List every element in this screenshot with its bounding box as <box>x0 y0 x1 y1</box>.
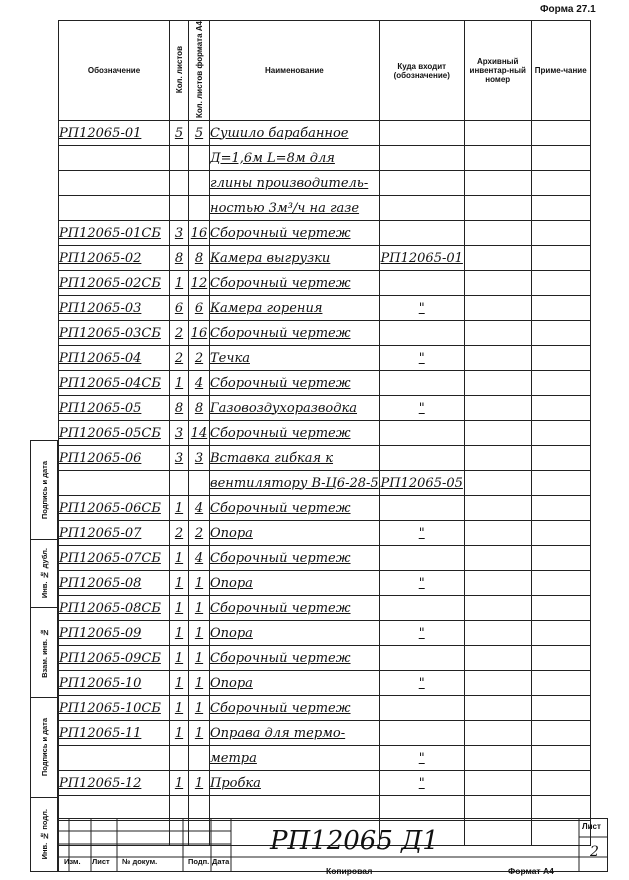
cell-designation: РП12065-10 <box>59 671 170 696</box>
cell-sheets-a4: 1 <box>189 646 210 671</box>
cell-name: Вставка гибкая к <box>210 446 380 471</box>
cell-sheets <box>170 471 189 496</box>
cell-designation: РП12065-07 <box>59 521 170 546</box>
cell-sheets: 1 <box>170 721 189 746</box>
cell-archive <box>464 246 531 271</box>
table-row <box>59 421 591 446</box>
cell-designation: РП12065-06 <box>59 446 170 471</box>
cell-sheets-a4: 2 <box>189 346 210 371</box>
cell-note <box>531 646 590 671</box>
cell-designation <box>59 146 170 171</box>
table-row <box>59 446 591 471</box>
cell-designation: РП12065-08СБ <box>59 596 170 621</box>
cell-designation: РП12065-05СБ <box>59 421 170 446</box>
cell-sheets-a4: 16 <box>189 321 210 346</box>
cell-name: Сборочный чертеж <box>210 496 380 521</box>
cell-sheets: 3 <box>170 421 189 446</box>
cell-sheets-a4 <box>189 796 210 821</box>
table-row <box>59 471 591 496</box>
cell-note <box>531 746 590 771</box>
cell-note <box>531 221 590 246</box>
cell-name: Опора <box>210 521 380 546</box>
cell-designation: РП12065-02СБ <box>59 271 170 296</box>
cell-sheets: 1 <box>170 646 189 671</box>
cell-note <box>531 121 590 146</box>
cell-archive <box>464 771 531 796</box>
cell-sheets-a4 <box>189 471 210 496</box>
header-sheets: Кол. листов <box>174 45 184 94</box>
cell-sheets-a4: 8 <box>189 246 210 271</box>
cell-name <box>210 796 380 821</box>
cell-sheets: 8 <box>170 246 189 271</box>
cell-sheets: 1 <box>170 696 189 721</box>
cell-sheets: 2 <box>170 521 189 546</box>
cell-note <box>531 346 590 371</box>
cell-note <box>531 621 590 646</box>
strip-cell: Инв. № дубл. <box>31 539 57 607</box>
cell-where-used <box>379 646 464 671</box>
cell-sheets: 1 <box>170 621 189 646</box>
cell-designation: РП12065-07СБ <box>59 546 170 571</box>
cell-where-used <box>379 271 464 296</box>
cell-sheets-a4: 8 <box>189 396 210 421</box>
cell-sheets-a4: 1 <box>189 621 210 646</box>
cell-where-used <box>379 446 464 471</box>
cell-sheets-a4: 5 <box>189 121 210 146</box>
document-code: РП12065 Д1 <box>270 826 439 856</box>
table-row <box>59 521 591 546</box>
table-row <box>59 671 591 696</box>
table-row <box>59 696 591 721</box>
header-archive: Архивный инвентар-ный номер <box>464 21 531 121</box>
sheet-number: 2 <box>590 844 599 860</box>
cell-designation: РП12065-04 <box>59 346 170 371</box>
cell-note <box>531 296 590 321</box>
cell-designation: РП12065-01СБ <box>59 221 170 246</box>
cell-note <box>531 471 590 496</box>
cell-note <box>531 571 590 596</box>
cell-where-used <box>379 321 464 346</box>
cell-name: Д=1,6м L=8м для <box>210 146 380 171</box>
cell-sheets: 1 <box>170 596 189 621</box>
cell-where-used <box>379 796 464 821</box>
cell-designation: РП12065-03 <box>59 296 170 321</box>
cell-sheets-a4: 1 <box>189 671 210 696</box>
cell-where-used: " <box>379 296 464 321</box>
cell-sheets-a4 <box>189 146 210 171</box>
cell-archive <box>464 521 531 546</box>
cell-note <box>531 771 590 796</box>
cell-note <box>531 446 590 471</box>
cell-sheets: 3 <box>170 446 189 471</box>
cell-sheets-a4: 2 <box>189 521 210 546</box>
cell-name: Камера горения <box>210 296 380 321</box>
strip-cell: Подпись и дата <box>39 460 49 520</box>
cell-sheets-a4: 4 <box>189 371 210 396</box>
cell-archive <box>464 421 531 446</box>
cell-designation <box>59 171 170 196</box>
cell-archive <box>464 621 531 646</box>
cell-designation: РП12065-06СБ <box>59 496 170 521</box>
cell-sheets: 8 <box>170 396 189 421</box>
cell-where-used: " <box>379 746 464 771</box>
cell-sheets-a4: 1 <box>189 596 210 621</box>
cell-archive <box>464 671 531 696</box>
cell-designation <box>59 471 170 496</box>
cell-archive <box>464 221 531 246</box>
cell-name: Опора <box>210 621 380 646</box>
cell-note <box>531 321 590 346</box>
header-designation: Обозначение <box>59 21 170 121</box>
cell-designation: РП12065-02 <box>59 246 170 271</box>
table-row <box>59 571 591 596</box>
col-signature: Подп. <box>188 857 210 866</box>
header-where-used: Куда входит (обозначение) <box>379 21 464 121</box>
cell-archive <box>464 346 531 371</box>
cell-note <box>531 271 590 296</box>
cell-archive <box>464 446 531 471</box>
cell-name: Газовоздухоразводка <box>210 396 380 421</box>
table-row <box>59 221 591 246</box>
cell-where-used <box>379 371 464 396</box>
table-row <box>59 171 591 196</box>
cell-note <box>531 496 590 521</box>
cell-sheets <box>170 746 189 771</box>
cell-sheets <box>170 146 189 171</box>
cell-name: Сборочный чертеж <box>210 421 380 446</box>
cell-note <box>531 596 590 621</box>
cell-sheets: 1 <box>170 671 189 696</box>
specification-table <box>58 20 591 846</box>
table-row <box>59 346 591 371</box>
table-row <box>59 621 591 646</box>
header-sheets-a4: Кол. листов формата А4 <box>194 21 204 119</box>
cell-designation <box>59 196 170 221</box>
table-row <box>59 196 591 221</box>
cell-archive <box>464 396 531 421</box>
cell-designation <box>59 746 170 771</box>
cell-where-used <box>379 121 464 146</box>
table-row <box>59 771 591 796</box>
cell-name: Сборочный чертеж <box>210 371 380 396</box>
cell-where-used: " <box>379 521 464 546</box>
cell-designation: РП12065-09СБ <box>59 646 170 671</box>
cell-name: вентилятору В-Ц6-28-5 <box>210 471 380 496</box>
cell-name: Опора <box>210 571 380 596</box>
table-row <box>59 296 591 321</box>
cell-note <box>531 396 590 421</box>
cell-archive <box>464 146 531 171</box>
table-row <box>59 546 591 571</box>
cell-archive <box>464 646 531 671</box>
cell-sheets-a4 <box>189 171 210 196</box>
cell-sheets <box>170 171 189 196</box>
cell-name: ностью 3м³/ч на газе <box>210 196 380 221</box>
cell-archive <box>464 171 531 196</box>
cell-name: Камера выгрузки <box>210 246 380 271</box>
cell-note <box>531 696 590 721</box>
cell-archive <box>464 321 531 346</box>
cell-name: Сушило барабанное <box>210 121 380 146</box>
col-sheet: Лист <box>92 857 110 866</box>
cell-sheets-a4: 3 <box>189 446 210 471</box>
cell-designation: РП12065-01 <box>59 121 170 146</box>
cell-where-used <box>379 146 464 171</box>
cell-note <box>531 371 590 396</box>
cell-where-used: " <box>379 621 464 646</box>
cell-archive <box>464 296 531 321</box>
cell-designation <box>59 796 170 821</box>
cell-where-used <box>379 546 464 571</box>
cell-sheets-a4: 1 <box>189 696 210 721</box>
cell-name: глины производитель- <box>210 171 380 196</box>
cell-archive <box>464 371 531 396</box>
table-row <box>59 371 591 396</box>
cell-note <box>531 796 590 821</box>
cell-note <box>531 246 590 271</box>
cell-sheets-a4: 6 <box>189 296 210 321</box>
cell-note <box>531 171 590 196</box>
cell-sheets-a4 <box>189 196 210 221</box>
cell-sheets: 1 <box>170 271 189 296</box>
strip-cell: Подпись и дата <box>31 697 57 797</box>
cell-where-used: " <box>379 571 464 596</box>
table-row <box>59 596 591 621</box>
cell-archive <box>464 471 531 496</box>
table-row <box>59 121 591 146</box>
strip-cell: Взам. инв. № <box>31 607 57 697</box>
cell-designation: РП12065-10СБ <box>59 696 170 721</box>
col-date: Дата <box>212 857 230 866</box>
cell-name: Опора <box>210 671 380 696</box>
cell-sheets-a4: 4 <box>189 546 210 571</box>
cell-sheets: 1 <box>170 496 189 521</box>
cell-sheets-a4 <box>189 746 210 771</box>
cell-name: Пробка <box>210 771 380 796</box>
cell-designation: РП12065-04СБ <box>59 371 170 396</box>
cell-sheets: 2 <box>170 321 189 346</box>
cell-where-used <box>379 421 464 446</box>
cell-designation: РП12065-09 <box>59 621 170 646</box>
cell-note <box>531 421 590 446</box>
table-row <box>59 496 591 521</box>
copied-label: Копировал <box>326 866 373 876</box>
cell-designation: РП12065-05 <box>59 396 170 421</box>
table-row <box>59 721 591 746</box>
cell-sheets-a4: 16 <box>189 221 210 246</box>
cell-where-used: " <box>379 346 464 371</box>
cell-sheets: 2 <box>170 346 189 371</box>
cell-sheets: 1 <box>170 771 189 796</box>
cell-note <box>531 546 590 571</box>
cell-archive <box>464 571 531 596</box>
cell-sheets-a4: 1 <box>189 721 210 746</box>
sheet-label: Лист <box>582 822 601 831</box>
table-row <box>59 146 591 171</box>
header-row <box>59 21 591 121</box>
cell-archive <box>464 196 531 221</box>
cell-sheets-a4: 1 <box>189 571 210 596</box>
cell-where-used <box>379 696 464 721</box>
cell-archive <box>464 546 531 571</box>
table-row <box>59 396 591 421</box>
cell-where-used: РП12065-05 <box>379 471 464 496</box>
table-row <box>59 321 591 346</box>
cell-designation: РП12065-08 <box>59 571 170 596</box>
table-row <box>59 796 591 821</box>
left-signature-strip <box>30 440 58 872</box>
cell-where-used <box>379 596 464 621</box>
cell-name: метра <box>210 746 380 771</box>
strip-cell: Инв. № подл. <box>31 797 57 871</box>
cell-sheets: 5 <box>170 121 189 146</box>
cell-designation: РП12065-11 <box>59 721 170 746</box>
cell-note <box>531 721 590 746</box>
cell-where-used <box>379 496 464 521</box>
cell-name: Течка <box>210 346 380 371</box>
cell-note <box>531 146 590 171</box>
cell-name: Сборочный чертеж <box>210 271 380 296</box>
cell-where-used: " <box>379 671 464 696</box>
cell-where-used <box>379 721 464 746</box>
cell-archive <box>464 496 531 521</box>
cell-designation: РП12065-12 <box>59 771 170 796</box>
cell-name: Сборочный чертеж <box>210 696 380 721</box>
cell-name: Оправа для термо- <box>210 721 380 746</box>
form-label: Форма 27.1 <box>540 4 596 15</box>
cell-name: Сборочный чертеж <box>210 596 380 621</box>
header-note: Приме-чание <box>531 21 590 121</box>
cell-sheets: 1 <box>170 571 189 596</box>
cell-archive <box>464 596 531 621</box>
cell-archive <box>464 796 531 821</box>
col-doc-number: № докум. <box>122 857 158 866</box>
format-label: Формат А4 <box>508 866 554 876</box>
cell-archive <box>464 696 531 721</box>
cell-archive <box>464 121 531 146</box>
cell-where-used <box>379 171 464 196</box>
cell-name: Сборочный чертеж <box>210 546 380 571</box>
table-row <box>59 246 591 271</box>
cell-name: Сборочный чертеж <box>210 646 380 671</box>
cell-archive <box>464 271 531 296</box>
cell-where-used: " <box>379 771 464 796</box>
header-name: Наименование <box>210 21 380 121</box>
cell-note <box>531 196 590 221</box>
cell-where-used <box>379 196 464 221</box>
table-row <box>59 646 591 671</box>
cell-note <box>531 671 590 696</box>
cell-designation: РП12065-03СБ <box>59 321 170 346</box>
cell-name: Сборочный чертеж <box>210 221 380 246</box>
cell-sheets: 3 <box>170 221 189 246</box>
col-change: Изм. <box>64 857 81 866</box>
cell-archive <box>464 721 531 746</box>
cell-sheets: 1 <box>170 371 189 396</box>
cell-sheets <box>170 196 189 221</box>
cell-sheets-a4: 4 <box>189 496 210 521</box>
cell-where-used: " <box>379 396 464 421</box>
cell-sheets: 1 <box>170 546 189 571</box>
cell-sheets-a4: 14 <box>189 421 210 446</box>
cell-where-used <box>379 221 464 246</box>
cell-name: Сборочный чертеж <box>210 321 380 346</box>
cell-sheets-a4: 1 <box>189 771 210 796</box>
cell-sheets-a4: 12 <box>189 271 210 296</box>
cell-archive <box>464 746 531 771</box>
table-row <box>59 746 591 771</box>
table-row <box>59 271 591 296</box>
cell-where-used: РП12065-01 <box>379 246 464 271</box>
cell-note <box>531 521 590 546</box>
cell-sheets: 6 <box>170 296 189 321</box>
cell-sheets <box>170 796 189 821</box>
